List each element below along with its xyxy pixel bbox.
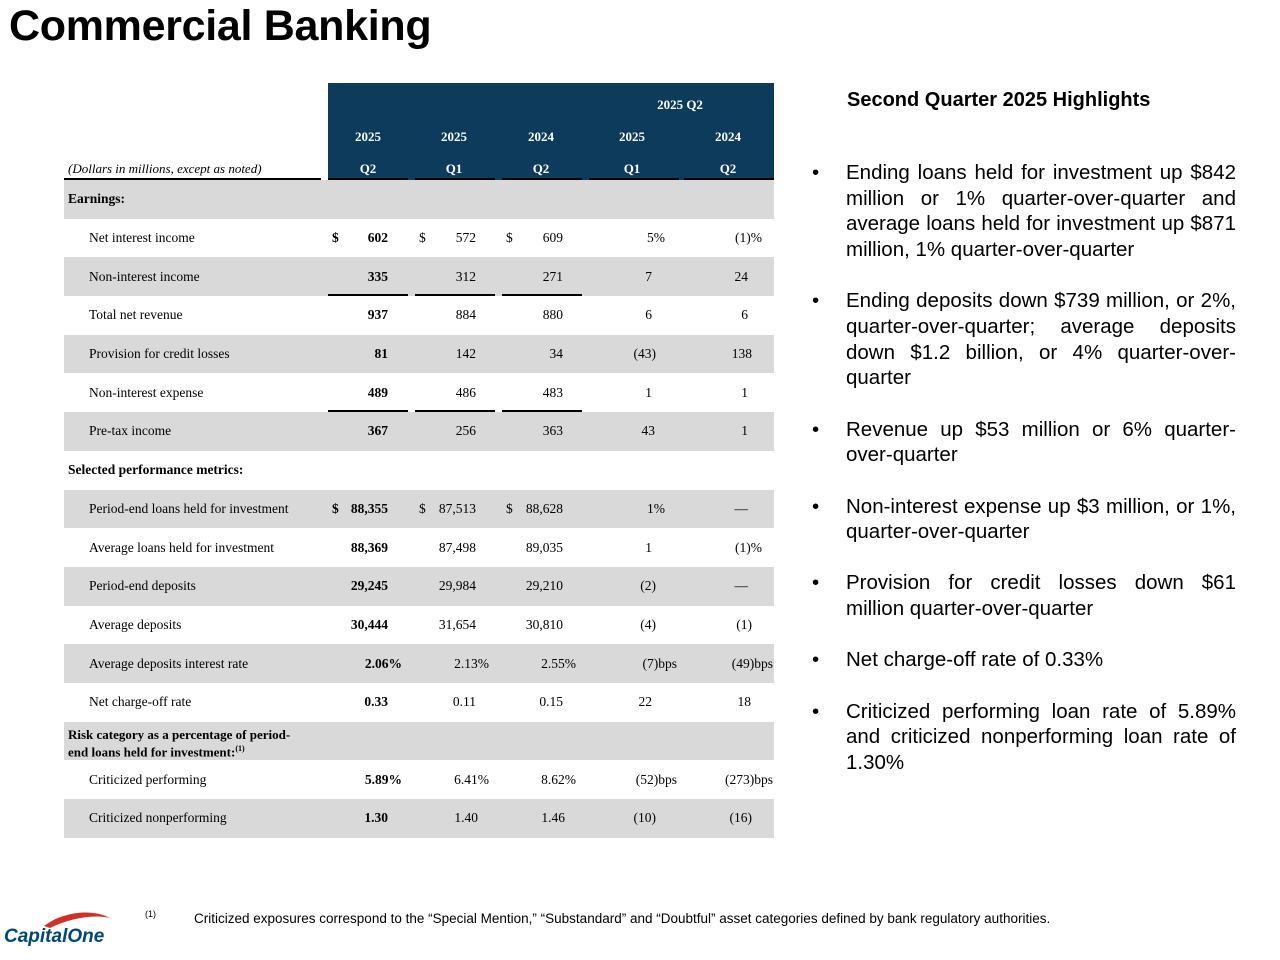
change-vs-2024-q2: 6 xyxy=(741,307,748,323)
value-2025-q1: 0.11 xyxy=(452,694,476,710)
highlight-item xyxy=(812,160,1236,263)
value-2025-q1: 572 xyxy=(455,230,476,246)
value-2024-q2: 363 xyxy=(542,423,563,439)
value-2025-q2: 29,245 xyxy=(350,578,388,594)
highlight-item xyxy=(812,494,1236,545)
col4-quarter: Q1 xyxy=(623,161,641,176)
row-label: Period-end deposits xyxy=(89,578,196,594)
dollar-sign: $ xyxy=(332,500,339,516)
bullet-icon: • xyxy=(812,571,820,595)
table-row xyxy=(64,567,774,606)
value-2025-q1: 486 xyxy=(455,384,476,400)
dollar-sign: $ xyxy=(506,500,513,516)
col1-quarter: Q2 xyxy=(359,161,377,176)
value-2025-q1: 2.13% xyxy=(454,655,489,671)
value-2024-q2: 483 xyxy=(542,384,563,400)
value-2024-q2: 29,210 xyxy=(525,578,563,594)
highlights-title: Second Quarter 2025 Highlights xyxy=(847,89,1151,111)
value-2025-q2: 2.06% xyxy=(364,655,402,671)
row-label: Non-interest income xyxy=(89,268,200,284)
table-row xyxy=(64,296,774,335)
value-2024-q2: 880 xyxy=(542,307,563,323)
table-header xyxy=(64,83,774,180)
change-vs-2024-q2: 24 xyxy=(734,268,748,284)
page-title: Commercial Banking xyxy=(9,2,432,50)
change-vs-2024-q2: (273)bps xyxy=(725,771,773,787)
table-row xyxy=(64,683,774,722)
bullet-icon: • xyxy=(812,161,820,184)
value-2025-q2: 5.89% xyxy=(364,771,402,787)
value-2024-q2: 271 xyxy=(542,268,563,284)
highlight-item xyxy=(812,570,1236,621)
col1-year: 2025 xyxy=(355,129,381,144)
change-vs-2025-q1: 7 xyxy=(645,268,652,284)
group-header: 2025 Q2 xyxy=(657,97,703,112)
dollar-sign: $ xyxy=(506,230,513,246)
col3-year: 2024 xyxy=(528,129,554,144)
section-row-metrics xyxy=(64,451,774,490)
section-label-line2: end loans held for investment: xyxy=(68,743,236,759)
change-vs-2025-q1: 22 xyxy=(638,694,652,710)
highlight-text: Non-interest expense up $3 million, or 1%, quarter-over-quarter xyxy=(846,494,1236,544)
value-2025-q1: 312 xyxy=(455,268,476,284)
table-row xyxy=(64,219,774,258)
dollar-sign: $ xyxy=(419,500,426,516)
table-row xyxy=(64,257,774,296)
table-row xyxy=(64,412,774,451)
change-vs-2024-q2: 18 xyxy=(737,694,751,710)
col2-quarter: Q1 xyxy=(445,161,463,176)
change-vs-2025-q1: 6 xyxy=(645,307,652,323)
highlight-text: Criticized performing loan rate of 5.89% and criticized nonperforming loan rate of 1.30% xyxy=(846,699,1236,774)
section-label-line1: Risk category as a percentage of period- xyxy=(68,726,291,742)
section-row-risk xyxy=(64,722,774,761)
row-label: Average loans held for investment xyxy=(89,539,274,555)
change-vs-2025-q1: (2) xyxy=(640,578,656,594)
value-2025-q2: 0.33 xyxy=(364,694,388,710)
row-label: Period-end loans held for investment xyxy=(89,500,289,516)
value-2024-q2: 8.62% xyxy=(541,771,576,787)
value-2025-q2: 88,369 xyxy=(350,539,388,555)
change-vs-2024-q2: 138 xyxy=(731,346,752,362)
value-2025-q2: 88,355 xyxy=(350,500,388,516)
row-label: Pre-tax income xyxy=(89,423,172,439)
change-vs-2025-q1: (10) xyxy=(633,810,656,826)
value-2025-q2: 489 xyxy=(367,384,388,400)
units-label: (Dollars in millions, except as noted) xyxy=(68,161,262,176)
row-label: Provision for credit losses xyxy=(89,346,230,362)
change-vs-2025-q1: 1% xyxy=(647,500,665,516)
value-2025-q1: 884 xyxy=(455,307,476,323)
section-label xyxy=(68,728,290,759)
change-vs-2025-q1: 5% xyxy=(647,230,665,246)
section-label: Selected performance metrics: xyxy=(68,462,244,478)
value-2025-q1: 256 xyxy=(455,423,476,439)
change-vs-2025-q1: (7)bps xyxy=(642,655,677,671)
table-row xyxy=(64,760,774,799)
change-vs-2025-q1: 1 xyxy=(645,539,652,555)
value-2025-q1: 142 xyxy=(455,346,476,362)
value-2025-q1: 31,654 xyxy=(438,616,476,632)
financial-table xyxy=(64,83,774,838)
table-row xyxy=(64,799,774,838)
table-row xyxy=(64,335,774,374)
bullet-icon: • xyxy=(812,289,820,313)
value-2025-q2: 937 xyxy=(367,307,388,323)
change-vs-2024-q2: 1 xyxy=(741,384,748,400)
change-vs-2024-q2: — xyxy=(734,500,748,516)
value-2024-q2: 30,810 xyxy=(525,616,563,632)
col5-quarter: Q2 xyxy=(719,161,737,176)
change-vs-2024-q2: (16) xyxy=(729,810,752,826)
value-2025-q2: 602 xyxy=(367,230,388,246)
footnote-mark: (1) xyxy=(145,909,156,919)
col5-year: 2024 xyxy=(715,129,741,144)
table-row xyxy=(64,644,774,683)
value-2024-q2: 89,035 xyxy=(525,539,563,555)
value-2024-q2: 1.46 xyxy=(541,810,565,826)
change-vs-2025-q1: 1 xyxy=(645,384,652,400)
table-row xyxy=(64,373,774,412)
highlight-item xyxy=(812,699,1236,776)
highlights-list xyxy=(812,160,1236,801)
row-label: Criticized performing xyxy=(89,771,207,787)
change-vs-2024-q2: (49)bps xyxy=(731,655,773,671)
row-label: Total net revenue xyxy=(89,307,183,323)
value-2025-q2: 1.30 xyxy=(364,810,388,826)
row-label: Net interest income xyxy=(89,230,195,246)
row-label: Net charge-off rate xyxy=(89,694,192,710)
value-2025-q2: 335 xyxy=(367,268,388,284)
section-label: Earnings: xyxy=(68,191,126,207)
table-row xyxy=(64,528,774,567)
highlight-item xyxy=(812,647,1236,673)
highlight-text: Provision for credit losses down $61 million quarter-over-quarter xyxy=(846,571,1236,621)
bullet-icon: • xyxy=(812,648,820,672)
value-2025-q1: 1.40 xyxy=(454,810,478,826)
bullet-icon: • xyxy=(812,417,820,441)
row-label: Non-interest expense xyxy=(89,384,204,400)
col3-quarter: Q2 xyxy=(532,161,550,176)
highlight-item xyxy=(812,417,1236,468)
bullet-icon: • xyxy=(812,699,820,723)
row-label: Criticized nonperforming xyxy=(89,810,227,826)
change-vs-2025-q1: (52)bps xyxy=(635,771,677,787)
value-2025-q1: 29,984 xyxy=(438,578,476,594)
highlight-text: Net charge-off rate of 0.33% xyxy=(846,648,1104,672)
dollar-sign: $ xyxy=(332,230,339,246)
change-vs-2024-q2: (1)% xyxy=(735,539,762,555)
section-row-earnings xyxy=(64,180,774,219)
change-vs-2025-q1: 43 xyxy=(641,423,655,439)
change-vs-2025-q1: (43) xyxy=(633,346,656,362)
value-2025-q1: 87,498 xyxy=(438,539,476,555)
value-2024-q2: 88,628 xyxy=(525,500,563,516)
highlight-text: Ending loans held for investment up $842 million or 1% quarter-over-quarter and average loans held for investment up $871 million, 1% quarter-over-quarter xyxy=(846,161,1236,262)
col4-year: 2025 xyxy=(619,129,645,144)
logo-text: CapitalOne xyxy=(4,926,105,947)
capital-one-logo xyxy=(4,910,114,950)
value-2024-q2: 34 xyxy=(549,346,563,362)
highlight-item xyxy=(812,288,1236,391)
table-row xyxy=(64,606,774,645)
highlight-text: Ending deposits down $739 million, or 2%, quarter-over-quarter; average deposits down $1.2 billion, or 4% quarter-over-quarter xyxy=(846,289,1236,390)
value-2024-q2: 0.15 xyxy=(539,694,563,710)
dollar-sign: $ xyxy=(419,230,426,246)
value-2025-q2: 81 xyxy=(374,346,388,362)
change-vs-2025-q1: (4) xyxy=(640,616,656,632)
footnote-reference: (1) xyxy=(235,743,245,753)
value-2025-q1: 87,513 xyxy=(438,500,476,516)
value-2024-q2: 609 xyxy=(542,230,563,246)
footnote-text: Criticized exposures correspond to the “Special Mention,” “Substandard” and “Doubtful” asset categories defined by bank regulatory authorities. xyxy=(194,911,1051,926)
change-vs-2024-q2: (1)% xyxy=(735,230,762,246)
value-2025-q1: 6.41% xyxy=(454,771,489,787)
row-label: Average deposits xyxy=(89,616,182,632)
col2-year: 2025 xyxy=(441,129,467,144)
change-vs-2024-q2: 1 xyxy=(741,423,748,439)
value-2025-q2: 30,444 xyxy=(350,616,388,632)
value-2025-q2: 367 xyxy=(367,423,388,439)
highlight-text: Revenue up $53 million or 6% quarter-over-quarter xyxy=(846,417,1236,467)
change-vs-2024-q2: — xyxy=(734,578,748,594)
bullet-icon: • xyxy=(812,494,820,518)
table-row xyxy=(64,490,774,529)
value-2024-q2: 2.55% xyxy=(541,655,576,671)
change-vs-2024-q2: (1) xyxy=(736,616,752,632)
row-label: Average deposits interest rate xyxy=(89,655,249,671)
